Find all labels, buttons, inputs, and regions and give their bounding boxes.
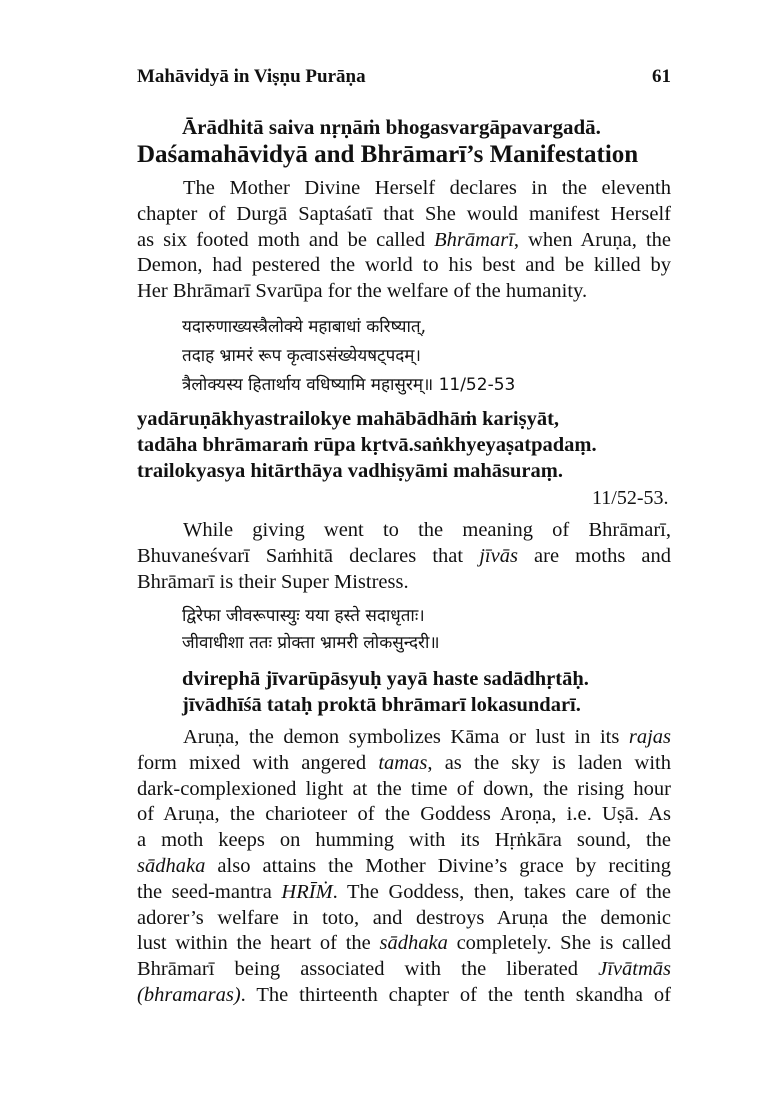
text-line: While giving went to the meaning of Bhrāmarī,: [183, 519, 671, 541]
text-line: lust within the heart of the sādhaka completely. She is called: [137, 932, 671, 955]
text-line: form mixed with angered tamas, as the sky is laden with: [137, 751, 671, 774]
text-line: Bhuvaneśvarī Saṁhitā declares that jīvās are moths and: [137, 544, 671, 567]
page-number: 61: [652, 66, 671, 87]
text-line: sādhaka also attains the Mother Divine’s grace by reciting: [137, 854, 671, 877]
text-line: (bhramaras). The thirteenth chapter of the tenth skandha of: [137, 983, 671, 1006]
verse-line: जीवाधीशा ततः प्रोक्ता भ्रामरी लोकसुन्दरी॥: [182, 633, 440, 653]
paragraph-1: [137, 176, 671, 305]
translit-line: jīvādhīśā tataḥ proktā bhrāmarī lokasundarī.: [182, 694, 581, 716]
running-title: Mahāvidyā in Viṣṇu Purāṇa: [137, 66, 366, 87]
paragraph-3: [137, 725, 671, 1009]
verse-line: त्रैलोक्यस्य हितार्थाय वधिष्यामि महासुरम्॥ 11/52-53: [182, 375, 516, 395]
text-line: of Aruṇa, the charioteer of the Goddess Aroṇa, i.e. Uṣā. As: [137, 803, 671, 826]
text-line: a moth keeps on humming with its Hṛṅkāra sound, the: [137, 829, 671, 852]
page-header: [137, 66, 671, 92]
text-line: Aruṇa, the demon symbolizes Kāma or lust in its rajas: [183, 726, 671, 748]
text-line: as six footed moth and be called Bhrāmarī, when Aruṇa, the: [137, 228, 672, 251]
verse-line: यदारुणाख्यस्त्रैलोक्ये महाबाधां करिष्यात्,: [182, 317, 427, 337]
text-line: Bhrāmarī is their Super Mistress.: [137, 570, 409, 593]
text-line: adorer’s welfare in toto, and destroys Aruṇa the demonic: [137, 906, 671, 929]
text-line: Demon, had pestered the world to his best and be killed by: [137, 254, 671, 277]
translit-line: trailokyasya hitārthāya vadhiṣyāmi mahāsuraṃ.: [137, 460, 563, 482]
verse-line: द्विरेफा जीवरूपास्युः यया हस्ते सदाधृताः।: [182, 606, 425, 626]
translit-line: dvirephā jīvarūpāsyuḥ yayā haste sadādhṛtāḥ.: [182, 668, 589, 690]
verse-reference: 11/52-53.: [592, 487, 669, 509]
text-line: The Mother Divine Herself declares in the eleventh: [183, 177, 671, 199]
paragraph-2: [137, 518, 671, 595]
verse-line: तदाह भ्रामरं रूप कृत्वाऽसंख्येयषट्पदम्।: [182, 346, 421, 366]
translit-line: yadāruṇākhyastrailokye mahābādhāṁ kariṣyāt,: [137, 408, 560, 430]
verse-closing-line: Ārādhitā saiva nṛṇāṁ bhogasvargāpavargadā.: [182, 115, 601, 139]
text-line: Her Bhrāmarī Svarūpa for the welfare of the humanity.: [137, 280, 588, 303]
text-line: chapter of Durgā Saptaśatī that She would manifest Herself: [137, 202, 671, 225]
text-line: the seed-mantra HRĪṀ. The Goddess, then, takes care of the: [137, 880, 671, 903]
text-line: Bhrāmarī being associated with the liberated Jīvātmās: [137, 958, 671, 981]
section-title: Daśamahāvidyā and Bhrāmarī’s Manifestation: [137, 141, 639, 168]
translit-line: tadāha bhrāmaraṁ rūpa kṛtvā.saṅkhyeyaṣatpadaṃ.: [137, 434, 597, 456]
text-line: dark-complexioned light at the time of down, the rising hour: [137, 777, 671, 800]
